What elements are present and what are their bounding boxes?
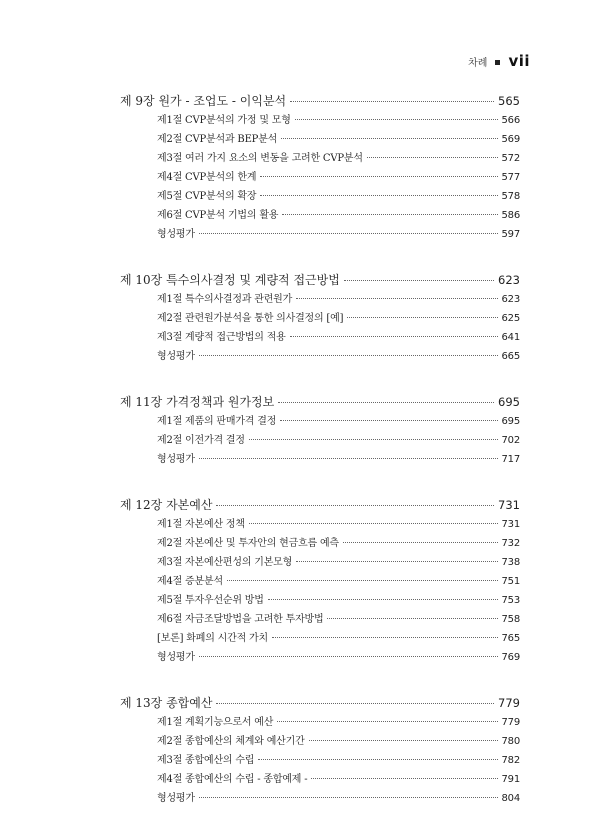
chapter-entry[interactable] <box>120 271 520 290</box>
dot-leader <box>227 580 498 581</box>
section-title: 제3절 계량적 접근방법의 적용 <box>157 332 286 343</box>
section-entry[interactable] <box>120 225 520 244</box>
section-title: 제1절 CVP분석의 가정 및 모형 <box>157 115 291 126</box>
chapter-title: 제 13장 종합예산 <box>120 696 213 710</box>
dot-leader <box>216 703 494 704</box>
chapter-entry[interactable] <box>120 694 520 713</box>
section-title: 제3절 자본예산편성의 기본모형 <box>157 557 293 568</box>
section-title: 제4절 종합예산의 수립 - 종합예제 - <box>157 774 308 785</box>
section-page: 717 <box>501 454 520 465</box>
dot-leader <box>268 599 498 600</box>
chapter-entry[interactable] <box>120 496 520 515</box>
dot-leader <box>327 618 497 619</box>
section-entry[interactable] <box>120 431 520 450</box>
section-page: 702 <box>501 435 520 446</box>
dot-leader <box>272 637 498 638</box>
chapter-block <box>120 496 520 667</box>
section-title: 제3절 종합예산의 수립 <box>157 755 255 766</box>
section-entry[interactable] <box>120 610 520 629</box>
section-entry[interactable] <box>120 591 520 610</box>
section-title: 제4절 증분분석 <box>157 576 223 587</box>
dot-leader <box>295 119 498 120</box>
section-entry[interactable] <box>120 572 520 591</box>
dot-leader <box>280 420 497 421</box>
chapter-title: 제 10장 특수의사결정 및 계량적 접근방법 <box>120 273 340 287</box>
dot-leader <box>258 759 497 760</box>
dot-leader <box>199 797 498 798</box>
section-title: 제1절 특수의사결정과 관련원가 <box>157 294 293 305</box>
section-entry[interactable] <box>120 347 520 366</box>
section-page: 625 <box>501 313 520 324</box>
section-entry[interactable] <box>120 713 520 732</box>
dot-leader <box>278 402 494 403</box>
section-entry[interactable] <box>120 648 520 667</box>
section-title: 제2절 이전가격 결정 <box>157 435 245 446</box>
section-title: 제1절 계획기능으로서 예산 <box>157 717 274 728</box>
section-title: 제1절 제품의 판매가격 결정 <box>157 416 277 427</box>
section-entry[interactable] <box>120 534 520 553</box>
section-title: [보론] 화폐의 시간적 가치 <box>157 633 268 644</box>
section-page: 782 <box>501 755 520 766</box>
dot-leader <box>199 656 498 657</box>
dot-leader <box>199 355 498 356</box>
section-entry[interactable] <box>120 309 520 328</box>
section-page: 577 <box>501 172 520 183</box>
page-header <box>468 52 530 70</box>
header-label: 차례 <box>468 58 488 69</box>
section-page: 753 <box>501 595 520 606</box>
section-title: 형성평가 <box>157 351 195 362</box>
chapter-page: 565 <box>498 94 520 108</box>
section-entry[interactable] <box>120 515 520 534</box>
dot-leader <box>249 439 498 440</box>
chapter-page: 623 <box>498 273 520 287</box>
section-title: 제5절 투자우선순위 방법 <box>157 595 264 606</box>
section-page: 695 <box>501 416 520 427</box>
section-page: 804 <box>501 793 520 804</box>
dot-leader <box>296 298 497 299</box>
header-square-icon <box>495 60 500 65</box>
section-page: 765 <box>501 633 520 644</box>
section-title: 제3절 여러 가지 요소의 변동을 고려한 CVP분석 <box>157 153 363 164</box>
section-title: 제1절 자본예산 정책 <box>157 519 245 530</box>
dot-leader <box>260 195 497 196</box>
section-page: 731 <box>501 519 520 530</box>
dot-leader <box>309 740 498 741</box>
dot-leader <box>343 542 498 543</box>
section-page: 623 <box>501 294 520 305</box>
chapter-page: 731 <box>498 498 520 512</box>
chapter-entry[interactable] <box>120 92 520 111</box>
chapter-title: 제 9장 원가 - 조업도 - 이익분석 <box>120 94 287 108</box>
dot-leader <box>249 523 498 524</box>
section-page: 758 <box>501 614 520 625</box>
chapter-block <box>120 393 520 469</box>
dot-leader <box>311 778 497 779</box>
dot-leader <box>277 721 497 722</box>
section-page: 665 <box>501 351 520 362</box>
dot-leader <box>347 317 497 318</box>
section-entry[interactable] <box>120 450 520 469</box>
section-entry[interactable] <box>120 168 520 187</box>
section-page: 586 <box>501 210 520 221</box>
dot-leader <box>290 101 494 102</box>
section-page: 780 <box>501 736 520 747</box>
section-entry[interactable] <box>120 629 520 648</box>
section-page: 597 <box>501 229 520 240</box>
section-entry[interactable] <box>120 732 520 751</box>
section-entry[interactable] <box>120 553 520 572</box>
chapter-page: 695 <box>498 395 520 409</box>
section-entry[interactable] <box>120 770 520 789</box>
chapter-page: 779 <box>498 696 520 710</box>
section-title: 제6절 자금조달방법을 고려한 투자방법 <box>157 614 324 625</box>
section-title: 제5절 CVP분석의 확장 <box>157 191 257 202</box>
section-page: 791 <box>501 774 520 785</box>
section-entry[interactable] <box>120 130 520 149</box>
section-title: 제2절 자본예산 및 투자안의 현금흐름 예측 <box>157 538 339 549</box>
chapter-title: 제 12장 자본예산 <box>120 498 213 512</box>
section-entry[interactable] <box>120 751 520 770</box>
table-of-contents <box>120 92 520 835</box>
section-entry[interactable] <box>120 290 520 309</box>
section-title: 제6절 CVP분석 기법의 활용 <box>157 210 279 221</box>
section-entry[interactable] <box>120 412 520 431</box>
chapter-block <box>120 92 520 244</box>
section-entry[interactable] <box>120 187 520 206</box>
dot-leader <box>282 214 497 215</box>
section-entry[interactable] <box>120 206 520 225</box>
section-entry[interactable] <box>120 111 520 130</box>
section-entry[interactable] <box>120 149 520 168</box>
section-title: 제2절 CVP분석과 BEP분석 <box>157 134 278 145</box>
section-page: 738 <box>501 557 520 568</box>
dot-leader <box>367 157 498 158</box>
dot-leader <box>290 336 498 337</box>
header-page-number: vii <box>508 52 530 70</box>
section-page: 566 <box>501 115 520 126</box>
section-title: 형성평가 <box>157 652 195 663</box>
dot-leader <box>281 138 497 139</box>
section-page: 572 <box>501 153 520 164</box>
chapter-entry[interactable] <box>120 393 520 412</box>
section-title: 형성평가 <box>157 229 195 240</box>
section-page: 569 <box>501 134 520 145</box>
section-page: 732 <box>501 538 520 549</box>
section-title: 제4절 CVP분석의 한계 <box>157 172 257 183</box>
section-entry[interactable] <box>120 789 520 808</box>
section-title: 제2절 관련원가분석을 통한 의사결정의 [예] <box>157 313 344 324</box>
section-page: 641 <box>501 332 520 343</box>
dot-leader <box>344 280 494 281</box>
dot-leader <box>216 505 494 506</box>
section-page: 578 <box>501 191 520 202</box>
dot-leader <box>296 561 497 562</box>
section-page: 751 <box>501 576 520 587</box>
dot-leader <box>199 233 498 234</box>
section-page: 769 <box>501 652 520 663</box>
section-entry[interactable] <box>120 328 520 347</box>
chapter-block <box>120 271 520 366</box>
section-page: 779 <box>501 717 520 728</box>
chapter-title: 제 11장 가격정책과 원가정보 <box>120 395 275 409</box>
section-title: 형성평가 <box>157 454 195 465</box>
dot-leader <box>260 176 497 177</box>
dot-leader <box>199 458 498 459</box>
section-title: 형성평가 <box>157 793 195 804</box>
chapter-block <box>120 694 520 808</box>
section-title: 제2절 종합예산의 체계와 예산기간 <box>157 736 305 747</box>
